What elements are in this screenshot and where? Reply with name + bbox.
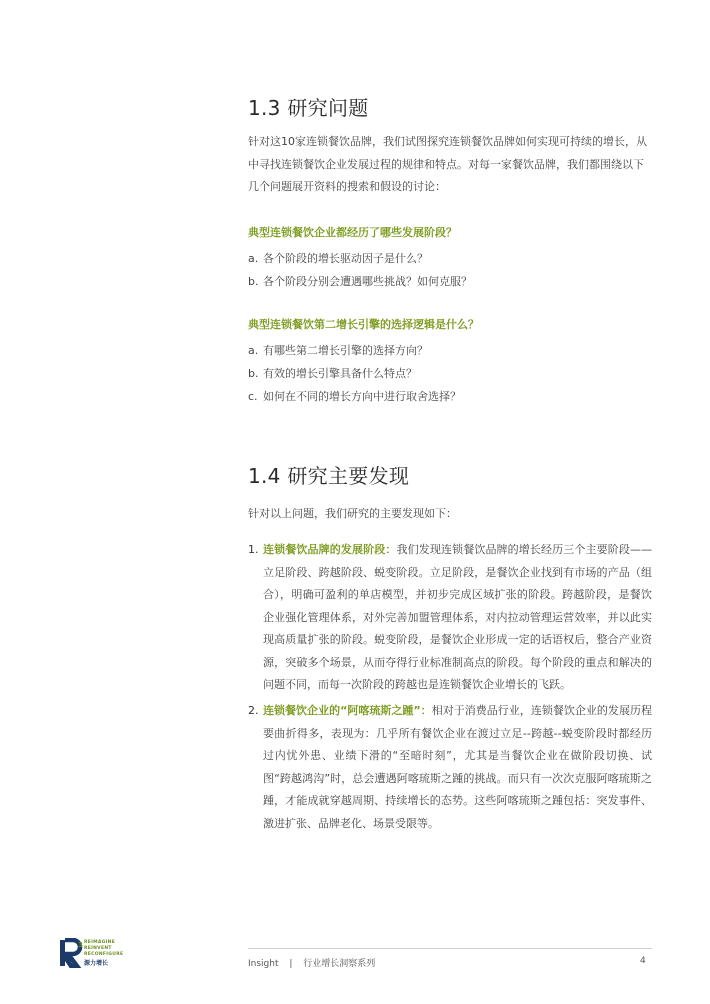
section-title-research-questions: 1.3 研究问题: [248, 96, 369, 120]
list-item: b. 各个阶段分别会遭遇哪些挑战？如何克服？: [248, 275, 472, 288]
logo-chinese-name: 源力增长: [84, 960, 109, 967]
list-item: c. 如何在不同的增长方向中进行取舍选择？: [248, 390, 461, 403]
question-list-stages: [248, 247, 472, 293]
svg-text:3: 3: [78, 941, 83, 949]
question-heading-stages: 典型连锁餐饮企业都经历了哪些发展阶段？: [248, 226, 457, 239]
question-list-growth-engine: [248, 339, 461, 408]
list-item: b. 有效的增长引擎具备什么特点？: [248, 367, 417, 380]
footer-series: Insight | 行业增长洞察系列: [248, 959, 376, 969]
logo-tagline: REIMAGINE REINVENT RECONFIGURE: [84, 940, 124, 957]
question-heading-growth-engine: 典型连锁餐饮第二增长引擎的选择逻辑是什么？: [248, 318, 479, 331]
section-title-key-findings: 1.4 研究主要发现: [248, 464, 410, 488]
list-item: a. 有哪些第二增长引擎的选择方向？: [248, 344, 428, 357]
finding-item-2: 2. 连锁餐饮企业的“阿喀琉斯之踵”：相对于消费品行业，连锁餐饮企业的发展历程要曲折得多，表现为：几乎所有餐饮企业在渡过立足--跨越--蜕变阶段时都经历过内忧外患、业绩下滑的“至暗时刻”，尤其是当餐饮企业在做阶段切换、试图“跨越鸿沟”时，总会遭遇阿喀琉斯之踵的挑战。而只有一次次克服阿喀琉斯之踵，才能成就穿越周期、持续增长的态势。这些阿喀琉斯之踵包括：突发事件、激进扩张、品牌老化、场景受限等。: [248, 704, 652, 830]
footer-divider: [248, 948, 652, 949]
list-item: a. 各个阶段的增长驱动因子是什么？: [248, 252, 428, 265]
finding-item-1: 1. 连锁餐饮品牌的发展阶段：我们发现连锁餐饮品牌的增长经历三个主要阶段——立足阶段、跨越阶段、蜕变阶段。立足阶段，是餐饮企业找到有市场的产品（组合），明确可盈利的单店模型，并初步完成区域扩张的阶段。跨越阶段，是餐饮企业强化管理体系，对外完善加盟管理体系，对内拉动管理运营效率，并以此实现高质量扩张的阶段。蜕变阶段，是餐饮企业形成一定的话语权后，整合产业资源，突破多个场景，从而夺得行业标准制高点的阶段。每个阶段的重点和解决的问题不同，而每一次阶段的跨越也是连锁餐饮企业增长的飞跃。: [248, 543, 653, 691]
research-questions-intro: 针对这10家连锁餐饮品牌，我们试图探究连锁餐饮品牌如何实现可持续的增长，从中寻找连锁餐饮企业发展过程的规律和特点。对每一家餐饮品牌，我们都围绕以下几个问题展开资料的搜索和假设的讨论：: [248, 135, 647, 193]
key-findings-intro: 针对以上问题，我们研究的主要发现如下：: [248, 507, 457, 520]
page-number: 4: [640, 956, 646, 966]
